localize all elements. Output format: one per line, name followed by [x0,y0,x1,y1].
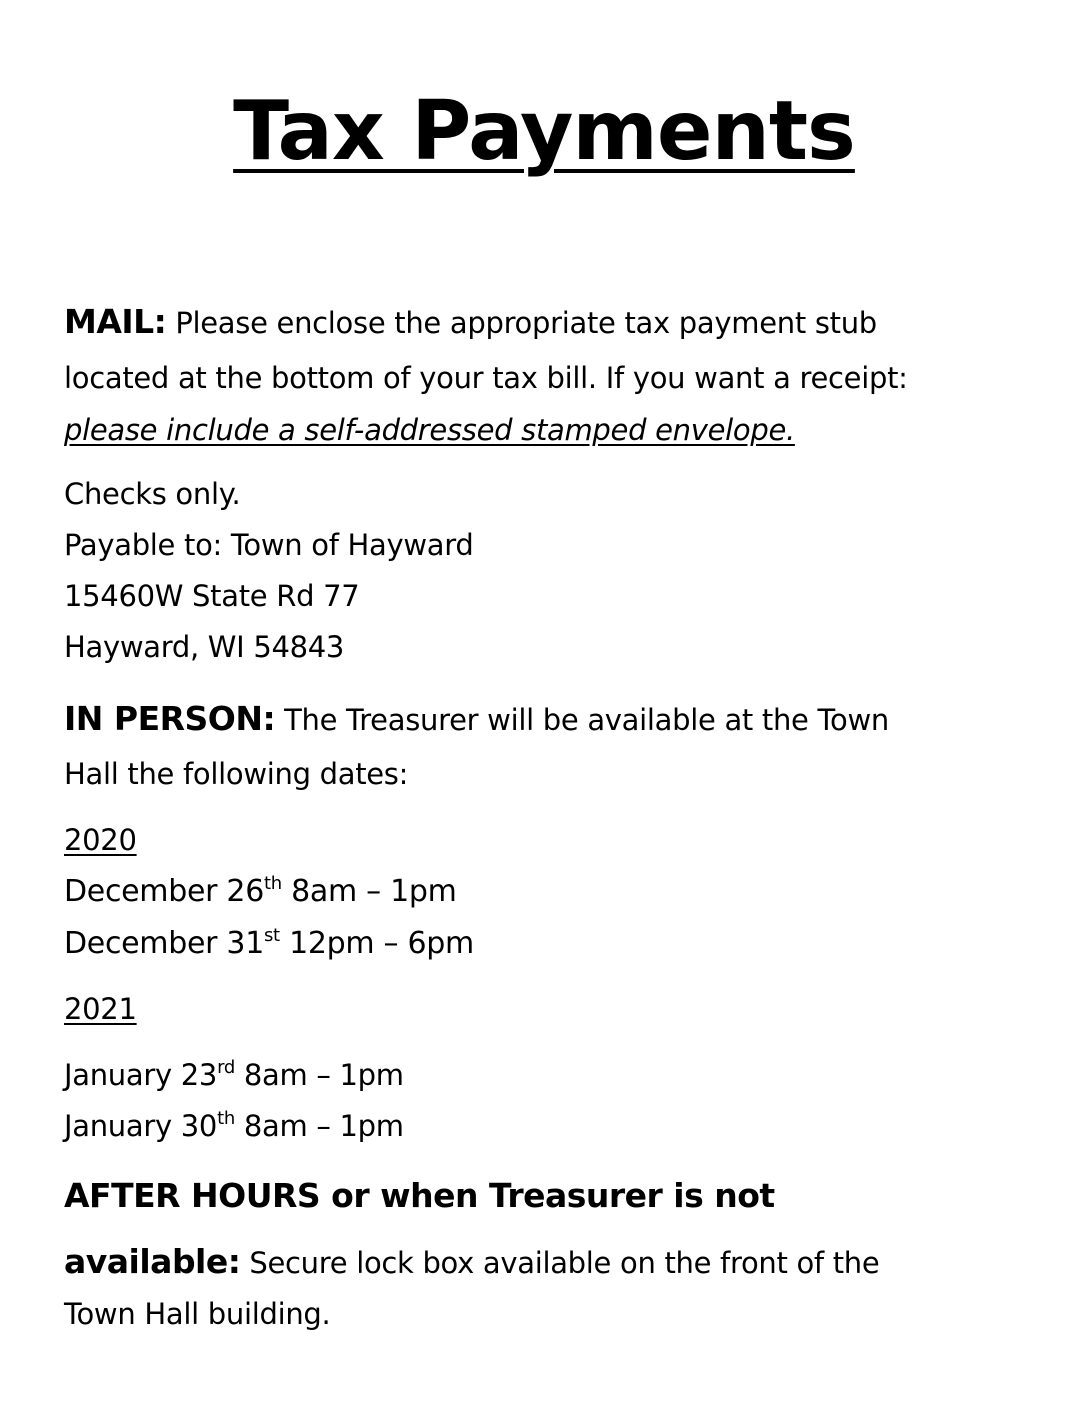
date-row [64,872,457,912]
date-hours: 12pm – 6pm [289,926,474,961]
date-hours: 8am – 1pm [243,1058,404,1092]
date-day: January 30 [64,1109,218,1143]
mail-text-1: Please enclose the appropriate tax payment stub [175,306,877,340]
date-suffix: rd [217,1057,235,1078]
date-row [64,1106,404,1146]
date-row [64,924,474,964]
in-person-paragraph-line-1 [64,699,889,740]
after-hours-heading: AFTER HOURS or when Treasurer is not [64,1176,775,1215]
in-person-heading: IN PERSON: [64,699,276,738]
date-suffix: st [263,925,280,946]
mail-payable-to: Payable to: Town of Hayward [64,528,474,562]
mail-city-address: Hayward, WI 54843 [64,630,345,664]
date-day: December 31 [64,926,264,961]
year-2021-heading: 2021 [64,992,137,1026]
date-day: December 26 [64,874,264,909]
mail-heading: MAIL: [64,302,167,341]
after-hours-paragraph-line-1 [64,1242,879,1283]
year-2020-heading: 2020 [64,823,137,857]
after-hours-text-2: Town Hall building. [64,1297,331,1331]
date-day: January 23 [64,1058,218,1092]
page-title-text: Tax Payments [233,84,855,179]
mail-text-2: located at the bottom of your tax bill. If you want a receipt: [64,361,908,395]
date-hours: 8am – 1pm [243,1109,404,1143]
in-person-text-1: The Treasurer will be available at the Town [284,703,889,737]
mail-street-address: 15460W State Rd 77 [64,579,360,613]
date-row [64,1055,404,1095]
date-hours: 8am – 1pm [291,874,457,909]
after-hours-text-1: Secure lock box available on the front of the [249,1246,880,1280]
date-suffix: th [217,1108,235,1129]
mail-receipt-note: please include a self-addressed stamped envelope. [64,413,795,447]
mail-paragraph-line-1 [64,302,877,343]
page-title [0,82,1088,182]
date-suffix: th [263,873,282,894]
in-person-text-2: Hall the following dates: [64,757,409,791]
mail-checks-only: Checks only. [64,477,241,511]
after-hours-heading-continued: available: [64,1242,241,1281]
